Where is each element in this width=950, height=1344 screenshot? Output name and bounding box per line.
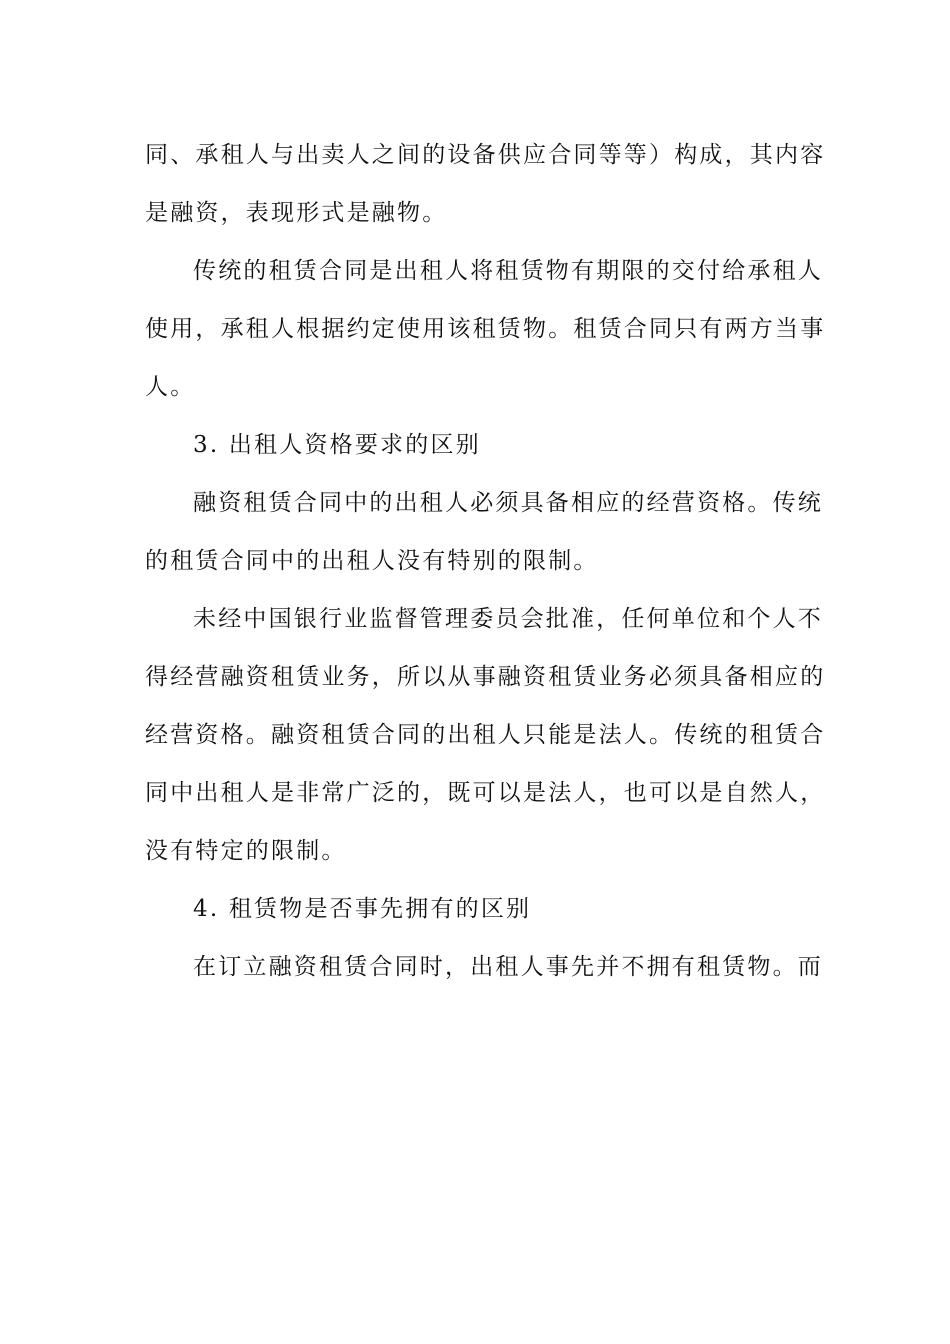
text-line: 人。 xyxy=(145,374,196,400)
section-heading: 3. 出租人资格要求的区别 xyxy=(193,432,481,458)
text-line: 同中出租人是非常广泛的，既可以是法人，也可以是自然人， xyxy=(145,780,826,806)
text-line: 的租赁合同中的出租人没有特别的限制。 xyxy=(145,548,599,574)
text-line: 是融资，表现形式是融物。 xyxy=(145,200,448,226)
text-line: 经营资格。融资租赁合同的出租人只能是法人。传统的租赁合 xyxy=(145,722,826,748)
text-line: 同、承租人与出卖人之间的设备供应合同等等）构成，其内容 xyxy=(145,142,826,168)
text-line: 得经营融资租赁业务，所以从事融资租赁业务必须具备相应的 xyxy=(145,664,826,690)
document-body xyxy=(145,126,826,996)
paragraph-start: 在订立融资租赁合同时，出租人事先并不拥有租赁物。而 xyxy=(193,954,823,980)
paragraph-start: 融资租赁合同中的出租人必须具备相应的经营资格。传统 xyxy=(193,490,823,516)
paragraph-start: 未经中国银行业监督管理委员会批准，任何单位和个人不 xyxy=(193,606,823,632)
text-line: 使用，承租人根据约定使用该租赁物。租赁合同只有两方当事 xyxy=(145,316,826,342)
text-line: 没有特定的限制。 xyxy=(145,838,347,864)
paragraph-start: 传统的租赁合同是出租人将租赁物有期限的交付给承租人 xyxy=(193,258,823,284)
section-heading: 4. 租赁物是否事先拥有的区别 xyxy=(193,896,532,922)
